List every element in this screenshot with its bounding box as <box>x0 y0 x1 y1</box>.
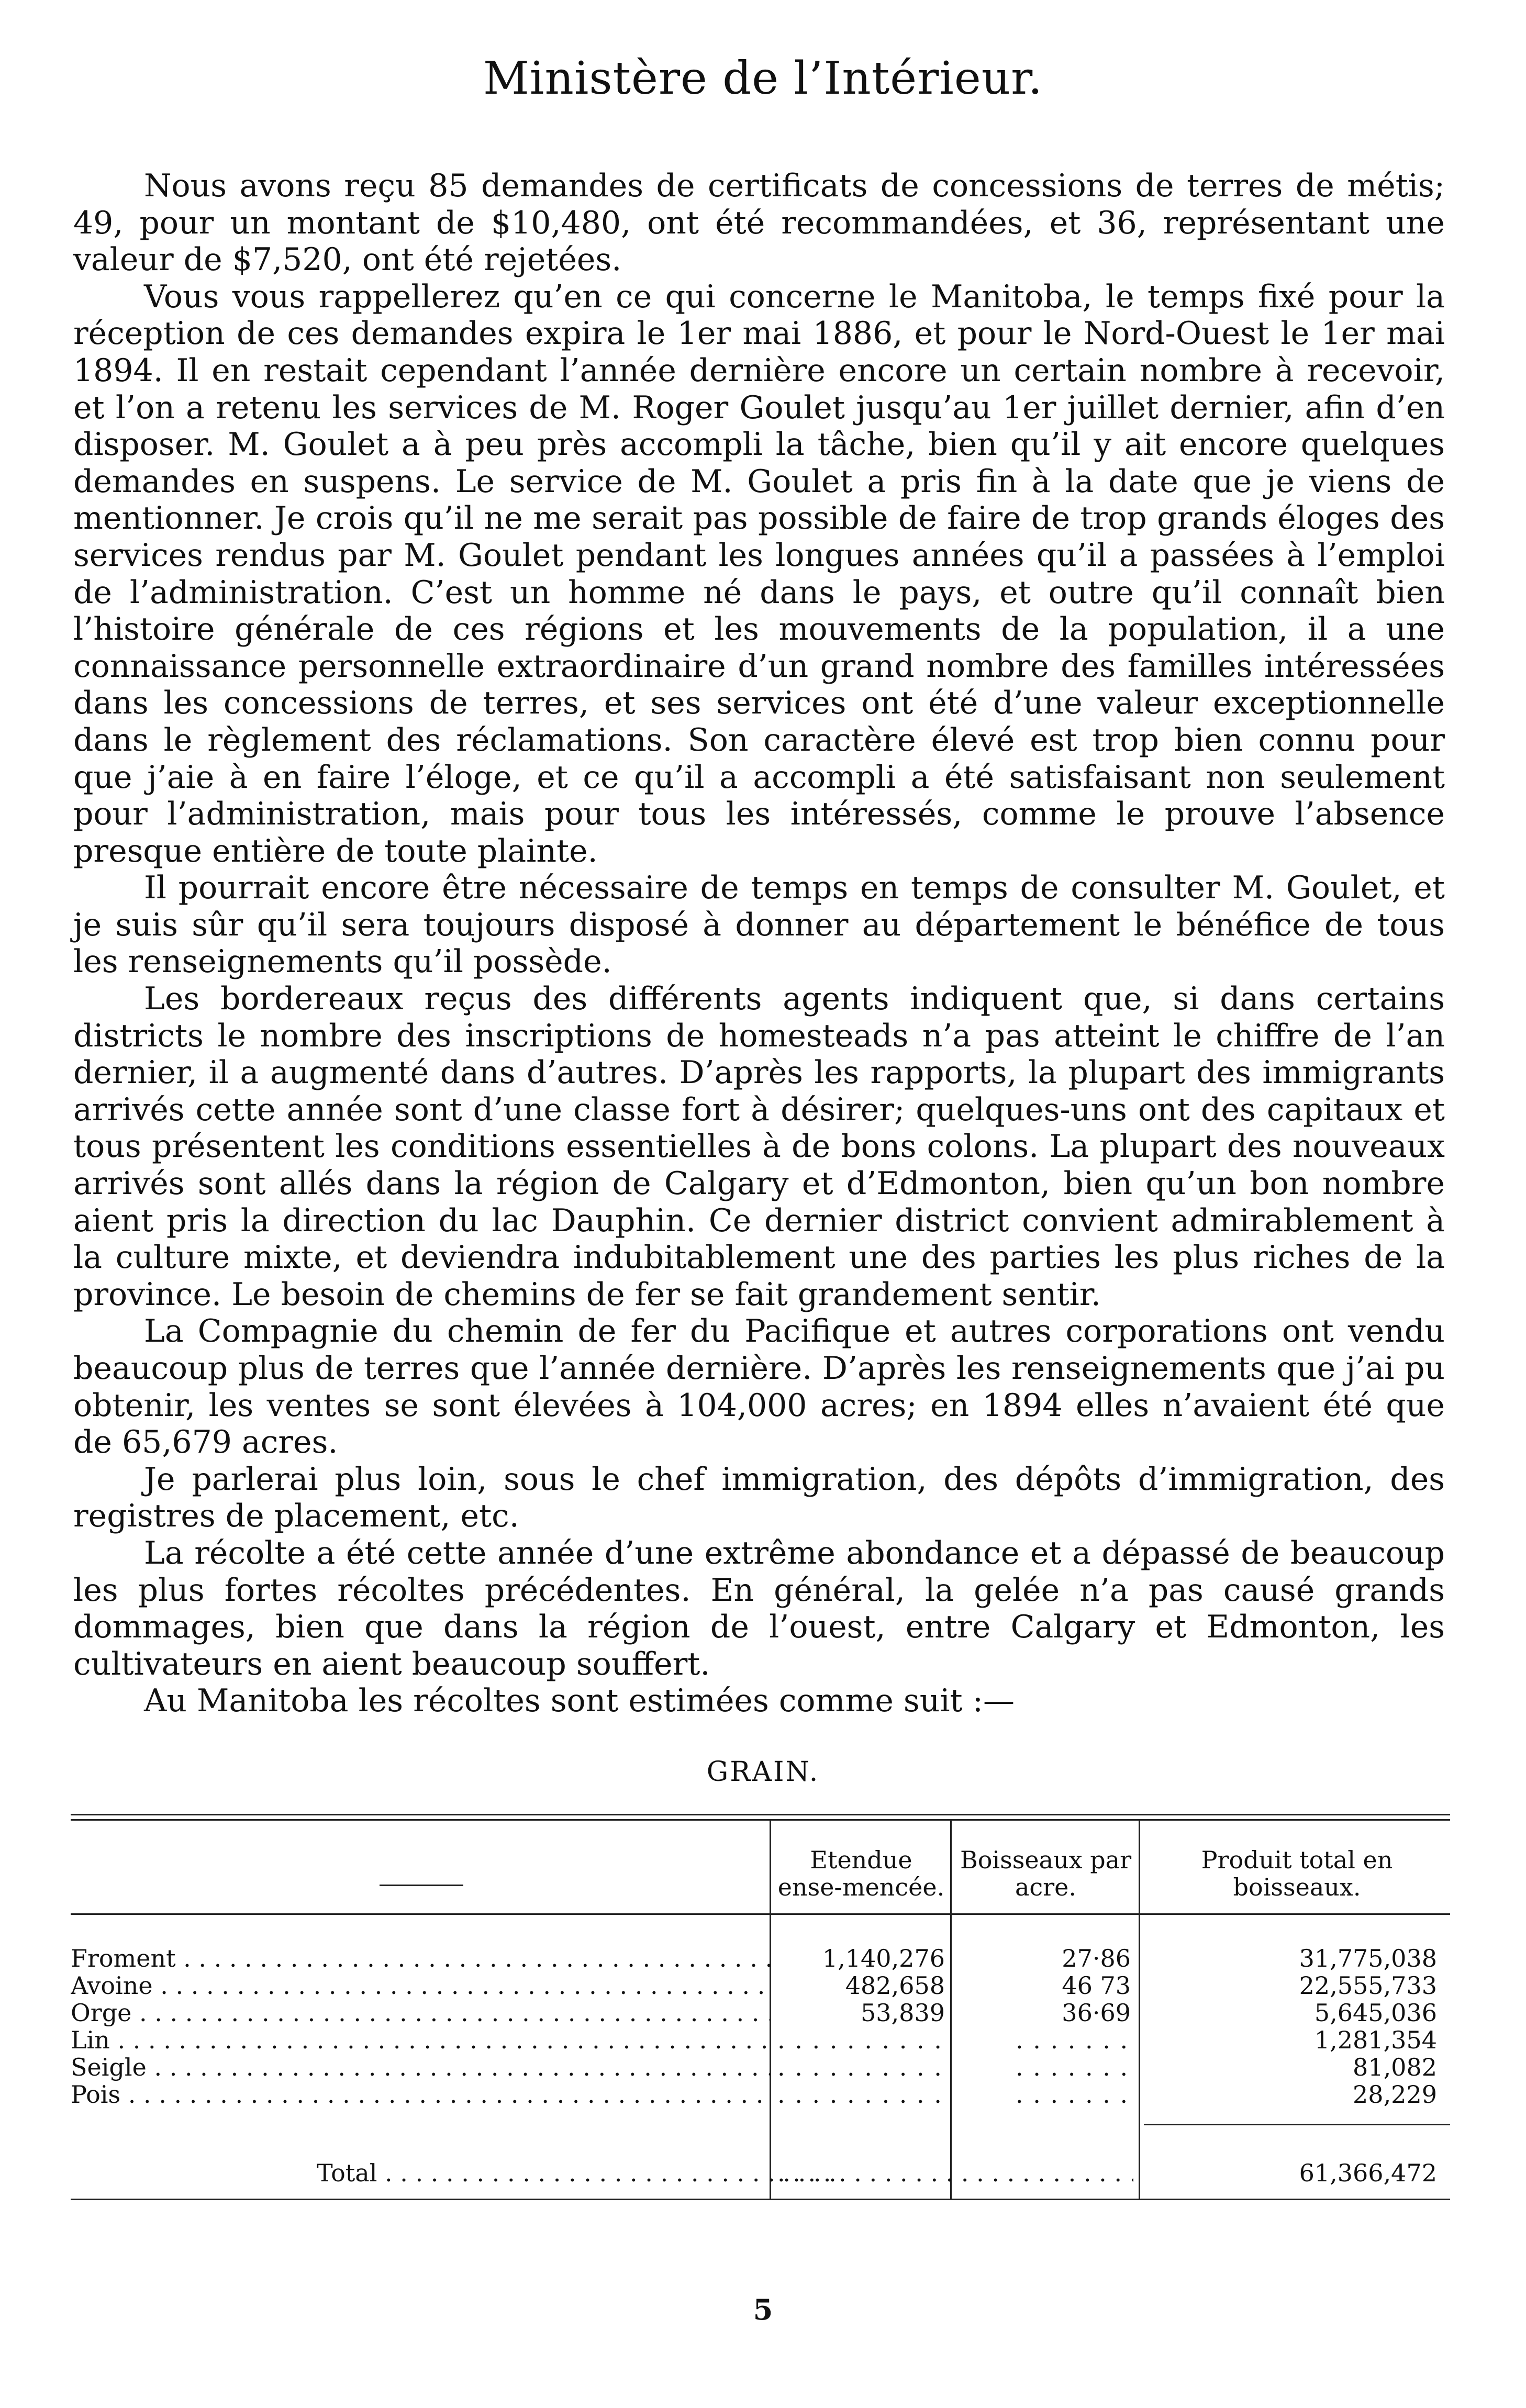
row-name: Orge . . . <box>71 1999 770 2026</box>
row-per-acre: 46 73 <box>1062 1972 1131 1999</box>
row-area: 53,839 <box>861 1999 945 2026</box>
row-area: 482,658 <box>845 1972 945 1999</box>
row-area-empty <box>777 2054 945 2081</box>
paragraph: Nous avons reçu 85 demandes de certificats de concessions de terres de métis; 49, pour un montant de $10,480, ont été recommandées, et 36, représentant une valeur de $7,520, ont été rejetées. <box>73 168 1445 278</box>
row-name: Lin . . . <box>71 2026 770 2054</box>
page-number: 5 <box>753 2293 773 2326</box>
paragraph: Au Manitoba les récoltes sont estimées comme suit :— <box>144 1682 1015 1720</box>
header-bottom-rule <box>71 1913 1450 1915</box>
table-caption: GRAIN. <box>706 1756 820 1788</box>
total-row <box>71 2159 1450 2187</box>
table-bottom-rule <box>71 2199 1450 2200</box>
grain-table <box>71 1814 1450 2233</box>
total-dots <box>777 2159 1133 2187</box>
paragraph: Les bordereaux reçus des différents agents indiquent que, si dans certains districts le nombre des inscriptions de homesteads n’a pas atteint le chiffre de l’an dernier, il a augmenté dans d’autres. D’après les rapports, la plupart des immigrants arrivés cette année sont d’une classe fort à désirer; quelques-uns ont des capitaux et tous présentent les conditions essentielles à de bons colons. La plupart des nouveaux arrivés sont allés dans la région de Calgary et d’Edmonton, bien qu’un bon nombre aient pris la direction du lac Dauphin. Ce dernier district convient admirablement à la culture mixte, et deviendra indubitablement une des parties les plus riches de la province. Le besoin de chemins de fer se fait grandement sentir. <box>73 980 1445 1313</box>
table-row <box>71 2081 1450 2108</box>
paragraph: Il pourrait encore être nécessaire de temps en temps de consulter M. Goulet, et je suis sûr qu’il sera toujours disposé à donner au département le bénéfice de tous les renseignements qu’il possède. <box>73 869 1445 980</box>
total-label: Total . . . <box>317 2159 840 2187</box>
row-total: 31,775,038 <box>1299 1945 1437 1972</box>
table-top-rule <box>71 1814 1450 1815</box>
table-row <box>71 1999 1450 2026</box>
page-title: Ministère de l’Intérieur. <box>483 52 1043 105</box>
row-name: Pois . . . <box>71 2081 770 2108</box>
row-total: 81,082 <box>1353 2054 1437 2081</box>
header-per-acre: Boisseaux par acre. <box>960 1846 1132 1901</box>
table-row <box>71 1945 1450 1972</box>
paragraph: Vous vous rappellerez qu’en ce qui concerne le Manitoba, le temps fixé pour la réception de ces demandes expira le 1er mai 1886, et pour le Nord-Ouest le 1er mai 1894. Il en restait cependant l’année dernière encore un certain nombre à recevoir, et l’on a retenu les services de M. Roger Goulet jusqu’au 1er juillet dernier, afin d’en disposer. M. Goulet a à peu près accompli la tâche, bien qu’il y ait encore quelques demandes en suspens. Le service de M. Goulet a pris fin à la date que je viens de mentionner. Je crois qu’il ne me serait pas possible de faire de trop grands éloges des services rendus par M. Goulet pendant les longues années qu’il a passées à l’emploi de l’administration. C’est un homme né dans le pays, et outre qu’il connaît bien l’histoire générale de ces régions et les mouvements de la population, il a une connaissance personnelle extraordinaire d’un grand nombre des familles intéressées dans les concessions de terres, et ses services ont été d’une valeur exceptionnelle dans le règlement des réclamations. Son caractère élevé est trop bien connu pour que j’aie à en faire l’éloge, et ce qu’il a accompli a été satisfaisant non seulement pour l’administration, mais pour tous les intéressés, comme le prouve l’absence presque entière de toute plainte. <box>73 278 1445 869</box>
total-value: 61,366,472 <box>1299 2159 1437 2187</box>
row-area-empty <box>777 2081 945 2108</box>
paragraph: Je parlerai plus loin, sous le chef immigration, des dépôts d’immigration, des registres de placement, etc. <box>73 1461 1445 1535</box>
body-text <box>73 168 1445 1720</box>
table-row <box>71 2026 1450 2054</box>
table-row <box>71 2054 1450 2081</box>
table-top-rule-2 <box>71 1819 1450 1821</box>
row-name: Avoine . . . <box>71 1972 770 1999</box>
row-total: 28,229 <box>1353 2081 1437 2108</box>
row-per-acre: 36·69 <box>1062 1999 1131 2026</box>
header-total: Produit total en boisseaux. <box>1201 1846 1393 1901</box>
row-per-acre: 27·86 <box>1062 1945 1131 1972</box>
row-name: Froment . . . <box>71 1945 770 1972</box>
paragraph: La Compagnie du chemin de fer du Pacifique et autres corporations ont vendu beaucoup plus de terres que l’année dernière. D’après les renseignements que j’ai pu obtenir, les ventes se sont élevées à 104,000 acres; en 1894 elles n’avaient été que de 65,679 acres. <box>73 1313 1445 1461</box>
row-per-acre-empty <box>1016 2081 1131 2108</box>
stub-header-dash <box>380 1885 463 1886</box>
row-per-acre-empty <box>1016 2054 1131 2081</box>
row-total: 1,281,354 <box>1314 2026 1437 2054</box>
row-name: Seigle . . . <box>71 2054 770 2081</box>
paragraph: La récolte a été cette année d’une extrême abondance et a dépassé de beaucoup les plus fortes récoltes précédentes. En général, la gelée n’a pas causé grands dommages, bien que dans la région de l’ouest, entre Calgary et Edmonton, les cultivateurs en aient beaucoup souffert. <box>73 1534 1445 1682</box>
table-row <box>71 1972 1450 1999</box>
row-per-acre-empty <box>1016 2026 1131 2054</box>
row-area: 1,140,276 <box>822 1945 945 1972</box>
row-total: 22,555,733 <box>1299 1972 1437 1999</box>
total-rule <box>1144 2124 1450 2125</box>
row-total: 5,645,036 <box>1314 1999 1437 2026</box>
row-area-empty <box>777 2026 945 2054</box>
header-area: Etendue ense-mencée. <box>777 1846 945 1901</box>
